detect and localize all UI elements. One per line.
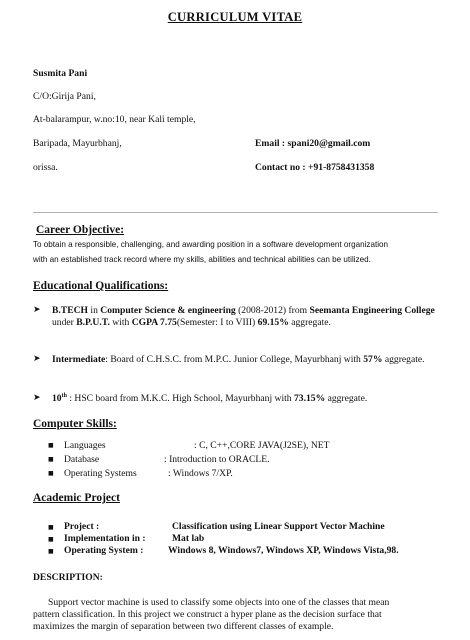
candidate-name: Susmita Pani	[33, 68, 88, 79]
section-divider	[33, 212, 438, 213]
education-item-hsc: 10th : HSC board from M.K.C. High School, Mayurbhanj with 73.15% aggregate.	[52, 393, 368, 405]
phone-line	[255, 162, 374, 173]
address-line: Baripada, Mayurbhanj,	[33, 138, 122, 149]
square-bullet-icon: ■	[48, 536, 54, 543]
square-bullet-icon: ■	[48, 548, 54, 555]
education-item-btech: B.TECH in Computer Science & engineering (2008-2012) from Seemanta Engineering College under B.P.U.T. with CGPA 7.75(Semester: I to VIII) 69.15% aggregate.	[52, 305, 435, 328]
arrow-bullet-icon: ➤	[33, 305, 41, 315]
document-title: CURRICULUM VITAE	[167, 10, 303, 24]
operating-system-value: Windows 8, Windows7, Windows XP, Windows Vista,98.	[168, 545, 399, 556]
skill-label: Database	[64, 454, 100, 465]
implementation-label: Implementation in :	[64, 533, 146, 544]
description-line: pattern classification. In this project we construct a hyper plane as the decision surface that	[33, 609, 382, 620]
address-line: orissa.	[33, 162, 58, 173]
description-line: maximizes the margin of separation between two different classes of example.	[33, 621, 334, 632]
description-heading: DESCRIPTION:	[33, 572, 103, 583]
operating-system-label: Operating System :	[64, 545, 144, 556]
education-item-intermediate: Intermediate: Board of C.H.S.C. from M.P.C. Junior College, Mayurbhanj with 57% aggregate.	[52, 354, 425, 365]
skill-value: : Introduction to ORACLE.	[164, 454, 270, 465]
career-objective-line: To obtain a responsible, challenging, and awarding position in a software development organization	[33, 240, 389, 249]
arrow-bullet-icon: ➤	[33, 354, 41, 364]
skill-label: Languages	[64, 440, 106, 451]
address-line: C/O:Girija Pani,	[33, 91, 96, 102]
project-label: Project :	[64, 521, 100, 532]
skill-value: : Windows 7/XP.	[168, 468, 233, 479]
implementation-value: Mat lab	[172, 533, 205, 544]
description-line: Support vector machine is used to classify some objects into one of the classes that mean	[48, 597, 390, 608]
email-address[interactable]: spani20@gmail.com	[287, 138, 371, 149]
academic-project-heading: Academic Project	[33, 492, 120, 504]
square-bullet-icon: ■	[48, 524, 54, 531]
project-title: Classification using Linear Support Vector Machine	[172, 521, 385, 532]
phone-number: +91-8758431358	[308, 162, 375, 173]
email-line	[255, 138, 370, 149]
skill-label: Operating Systems	[64, 468, 137, 479]
arrow-bullet-icon: ➤	[33, 393, 41, 403]
education-heading: Educational Qualifications:	[33, 280, 169, 292]
square-bullet-icon: ■	[48, 456, 54, 463]
skill-value: : C, C++,CORE JAVA(J2SE), NET	[194, 440, 330, 451]
square-bullet-icon: ■	[48, 470, 54, 477]
career-objective-line: with an established track record where my skills, abilities and technical abilities can be utilized.	[33, 255, 371, 264]
computer-skills-heading: Computer Skills:	[33, 418, 117, 430]
email-label: Email :	[255, 138, 288, 149]
address-line: At-balarampur, w.no:10, near Kali temple,	[33, 114, 196, 125]
phone-label: Contact no :	[255, 162, 309, 173]
square-bullet-icon: ■	[48, 442, 54, 449]
career-objective-heading: Career Objective:	[36, 224, 125, 236]
